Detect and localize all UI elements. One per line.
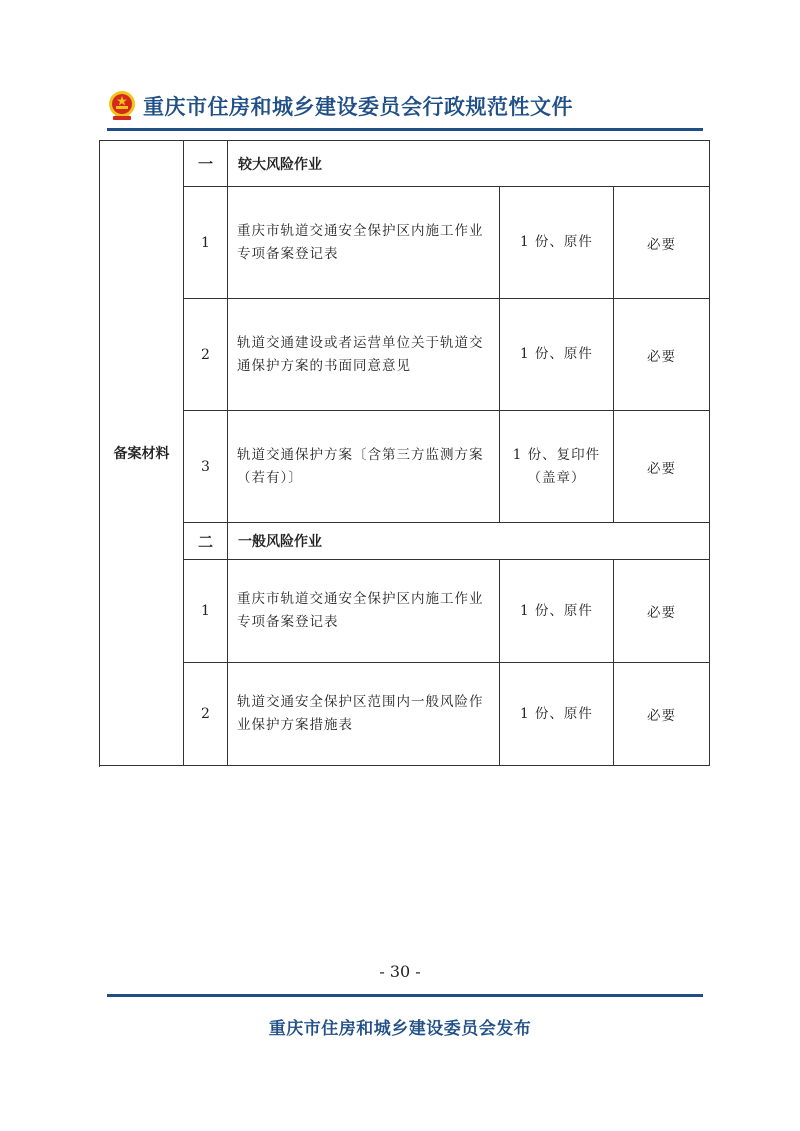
table-row	[100, 663, 710, 766]
item-requirement: 必要	[614, 560, 710, 663]
item-description: 重庆市轨道交通安全保护区内施工作业专项备案登记表	[228, 560, 500, 663]
item-number: 2	[184, 663, 228, 766]
document-header	[107, 86, 573, 126]
table-row	[100, 411, 710, 523]
page-number: - 30 -	[379, 962, 421, 981]
section-row	[100, 523, 710, 560]
footer-text: 重庆市住房和城乡建设委员会发布	[268, 1019, 532, 1039]
footer-divider	[107, 994, 703, 997]
item-copies: 1 份、原件	[500, 299, 614, 411]
table-row	[100, 560, 710, 663]
item-number: 1	[184, 187, 228, 299]
section-row	[100, 141, 710, 187]
item-description: 轨道交通安全保护区范围内一般风险作业保护方案措施表	[228, 663, 500, 766]
national-emblem-icon	[107, 90, 137, 122]
item-number: 1	[184, 560, 228, 663]
table-row	[100, 299, 710, 411]
item-number: 3	[184, 411, 228, 523]
header-divider	[107, 128, 703, 131]
section-name: 较大风险作业	[228, 141, 710, 187]
table-row	[100, 187, 710, 299]
header-title: 重庆市住房和城乡建设委员会行政规范性文件	[143, 95, 573, 119]
item-description: 轨道交通保护方案〔含第三方监测方案（若有）〕	[228, 411, 500, 523]
section-marker: 一	[184, 141, 228, 187]
filing-materials-table	[99, 140, 710, 766]
section-name: 一般风险作业	[228, 523, 710, 560]
section-marker: 二	[184, 523, 228, 560]
item-copies: 1 份、原件	[500, 560, 614, 663]
item-description: 轨道交通建设或者运营单位关于轨道交通保护方案的书面同意意见	[228, 299, 500, 411]
item-copies: 1 份、原件	[500, 663, 614, 766]
item-requirement: 必要	[614, 187, 710, 299]
item-copies: 1 份、复印件（盖章）	[500, 411, 614, 523]
item-description: 重庆市轨道交通安全保护区内施工作业专项备案登记表	[228, 187, 500, 299]
item-requirement: 必要	[614, 411, 710, 523]
row-label: 备案材料	[100, 141, 184, 766]
item-number: 2	[184, 299, 228, 411]
item-copies: 1 份、原件	[500, 187, 614, 299]
item-requirement: 必要	[614, 299, 710, 411]
item-requirement: 必要	[614, 663, 710, 766]
